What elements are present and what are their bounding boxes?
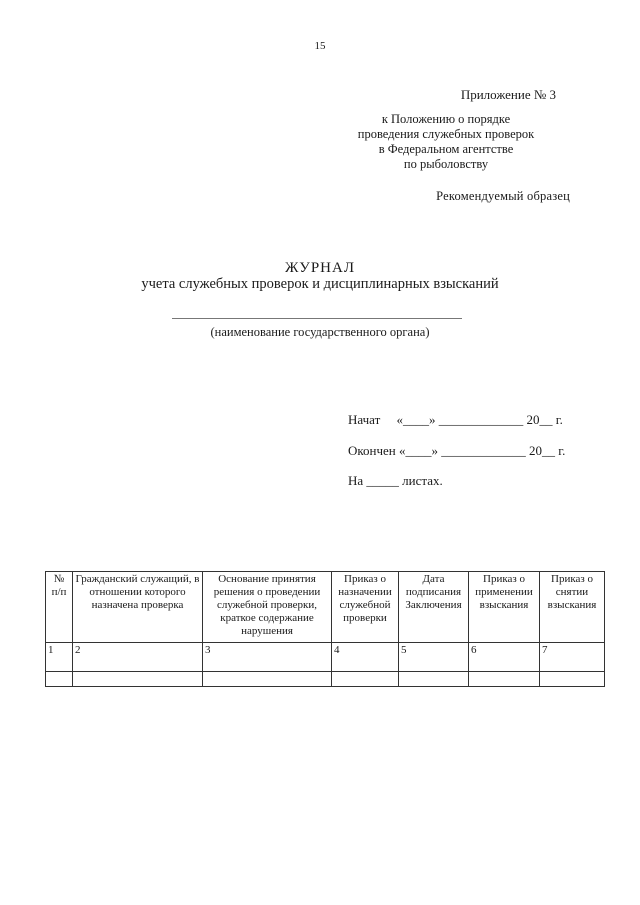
table-header-row bbox=[46, 572, 605, 643]
started-date-line: Начат «____» _____________ 20__ г. bbox=[348, 412, 563, 427]
journal-subtitle: учета служебных проверок и дисциплинарных взысканий bbox=[141, 276, 499, 292]
empty-cell bbox=[540, 672, 605, 687]
column-number-cell: 2 bbox=[73, 643, 203, 672]
column-number-cell: 1 bbox=[46, 643, 73, 672]
header-cell-penalty-order: Приказ о применении взыскания bbox=[469, 572, 540, 643]
appendix-ref-line-2: проведения служебных проверок bbox=[357, 127, 535, 141]
empty-cell bbox=[469, 672, 540, 687]
column-number-cell: 5 bbox=[399, 643, 469, 672]
header-cell-employee: Гражданский служащий, в отношении которого назначена проверка bbox=[73, 572, 203, 643]
sheets-count-line: На _____ листах. bbox=[348, 473, 443, 488]
header-cell-signing-date: Дата подписания Заключения bbox=[399, 572, 469, 643]
header-cell-number: № п/п bbox=[46, 572, 73, 643]
column-number-cell: 4 bbox=[332, 643, 399, 672]
empty-cell bbox=[399, 672, 469, 687]
empty-cell bbox=[203, 672, 332, 687]
empty-cell bbox=[332, 672, 399, 687]
table-empty-row bbox=[46, 672, 605, 687]
appendix-title: Приложение № 3 bbox=[460, 87, 556, 102]
journal-title: ЖУРНАЛ bbox=[284, 260, 356, 276]
table-column-number-row bbox=[46, 643, 605, 672]
header-cell-appointment-order: Приказ о назначении служебной проверки bbox=[332, 572, 399, 643]
appendix-ref-line-1: к Положению о порядке bbox=[381, 112, 511, 126]
header-cell-removal-order: Приказ о снятии взыскания bbox=[540, 572, 605, 643]
page-number: 15 bbox=[314, 40, 326, 52]
registry-table bbox=[45, 571, 605, 687]
org-name-caption: (наименование государственного органа) bbox=[210, 325, 430, 339]
appendix-ref-line-3: в Федеральном агентстве bbox=[378, 142, 514, 156]
appendix-ref-line-4: по рыболовству bbox=[403, 157, 489, 171]
column-number-cell: 3 bbox=[203, 643, 332, 672]
appendix-reference bbox=[326, 112, 566, 172]
empty-cell bbox=[46, 672, 73, 687]
column-number-cell: 6 bbox=[469, 643, 540, 672]
finished-date-line: Окончен «____» _____________ 20__ г. bbox=[348, 443, 566, 458]
empty-cell bbox=[73, 672, 203, 687]
header-cell-basis: Основание принятия решения о проведении служебной проверки, краткое содержание нарушения bbox=[203, 572, 332, 643]
sample-label: Рекомендуемый образец bbox=[436, 189, 570, 203]
column-number-cell: 7 bbox=[540, 643, 605, 672]
org-name-underline bbox=[172, 318, 462, 319]
